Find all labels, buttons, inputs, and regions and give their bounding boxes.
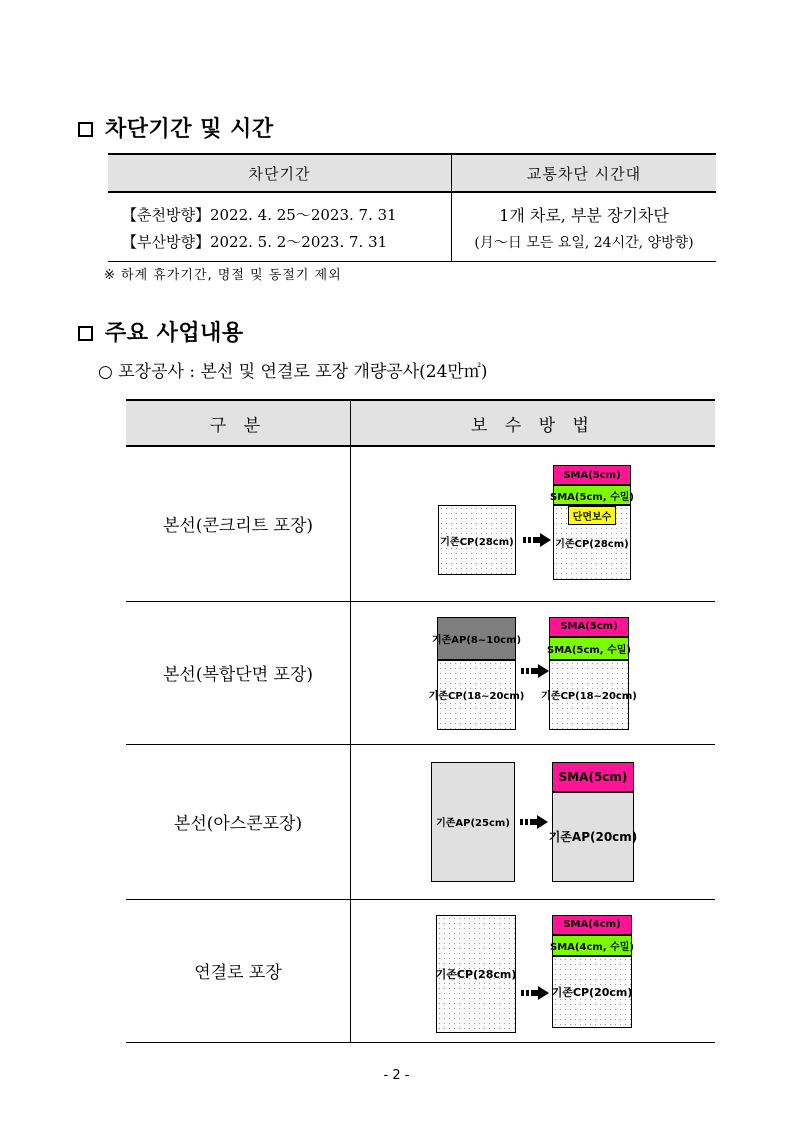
schedule-period-cell: 【춘천방향】2022. 4. 25～2023. 7. 31 (122, 206, 397, 224)
works-table (126, 399, 715, 1043)
arrow-right-icon (523, 533, 551, 547)
layer-sma-watertight: SMA(5cm, 수밀) (549, 637, 629, 660)
works-row-figure (351, 601, 716, 744)
layer-existing-cp-after-label: 기존CP(28cm) (555, 539, 629, 550)
works-row-figure (351, 744, 716, 899)
bullet-paving-work: ○ 포장공사 : 본선 및 연결로 포장 개량공사(24만㎡) (98, 362, 488, 382)
page-number: - 2 - (383, 1068, 410, 1083)
section-heading-blocking: 차단기간 및 시간 (78, 112, 274, 143)
layer-sma: SMA(5cm) (552, 762, 634, 792)
section-heading-works: 주요 사업내용 (78, 316, 244, 347)
schedule-table (108, 153, 716, 262)
layer-sma: SMA(5cm) (549, 617, 629, 637)
works-header-method: 보 수 방 법 (351, 400, 716, 446)
schedule-time-cell: (月～日 모든 요일, 24시간, 양방향) (452, 228, 717, 262)
schedule-period-cell: 【부산방향】2022. 5. 2～2023. 7. 31 (108, 228, 452, 262)
layer-existing-cp: 기존CP(28cm) (438, 505, 516, 575)
layer-existing-ap: 기존AP(25cm) (431, 762, 515, 882)
layer-existing-ap: 기존AP(8~10cm) (437, 617, 516, 660)
layer-sma-watertight: SMA(5cm, 수밀) (553, 485, 631, 505)
layer-sma: SMA(5cm) (553, 465, 631, 485)
works-row-label: 본선(아스콘포장) (126, 744, 351, 899)
arrow-right-icon (521, 664, 549, 678)
works-row-figure (351, 899, 716, 1042)
layer-sma: SMA(4cm) (552, 915, 632, 935)
layer-existing-cp: 기존CP(28cm) (436, 915, 516, 1033)
layer-section-repair: 단면보수 (568, 506, 617, 525)
works-header-category: 구 분 (126, 400, 351, 446)
schedule-header-period: 차단기간 (108, 154, 452, 192)
works-row-label: 본선(복합단면 포장) (126, 601, 351, 744)
schedule-note: ※ 하계 휴가기간, 명절 및 동절기 제외 (104, 268, 342, 283)
checkbox-square-icon (78, 122, 93, 137)
layer-sma-watertight: SMA(4cm, 수밀) (552, 935, 632, 956)
layer-existing-cp: 기존CP(20cm) (552, 956, 632, 1028)
arrow-right-icon (521, 986, 549, 1000)
arrow-right-icon (520, 815, 548, 829)
schedule-time-cell: 1개 차로, 부분 장기차단 (452, 192, 717, 228)
schedule-header-time: 교통차단 시간대 (452, 154, 717, 192)
layer-existing-cp: 기존CP(18~20cm) (549, 660, 629, 730)
layer-existing-ap: 기존AP(20cm) (552, 792, 634, 882)
works-row-figure (351, 446, 716, 601)
layer-existing-cp: 기존CP(18~20cm) (437, 660, 516, 730)
works-row-label: 연결로 포장 (126, 899, 351, 1042)
checkbox-square-icon (78, 326, 93, 341)
works-row-label: 본선(콘크리트 포장) (126, 446, 351, 601)
